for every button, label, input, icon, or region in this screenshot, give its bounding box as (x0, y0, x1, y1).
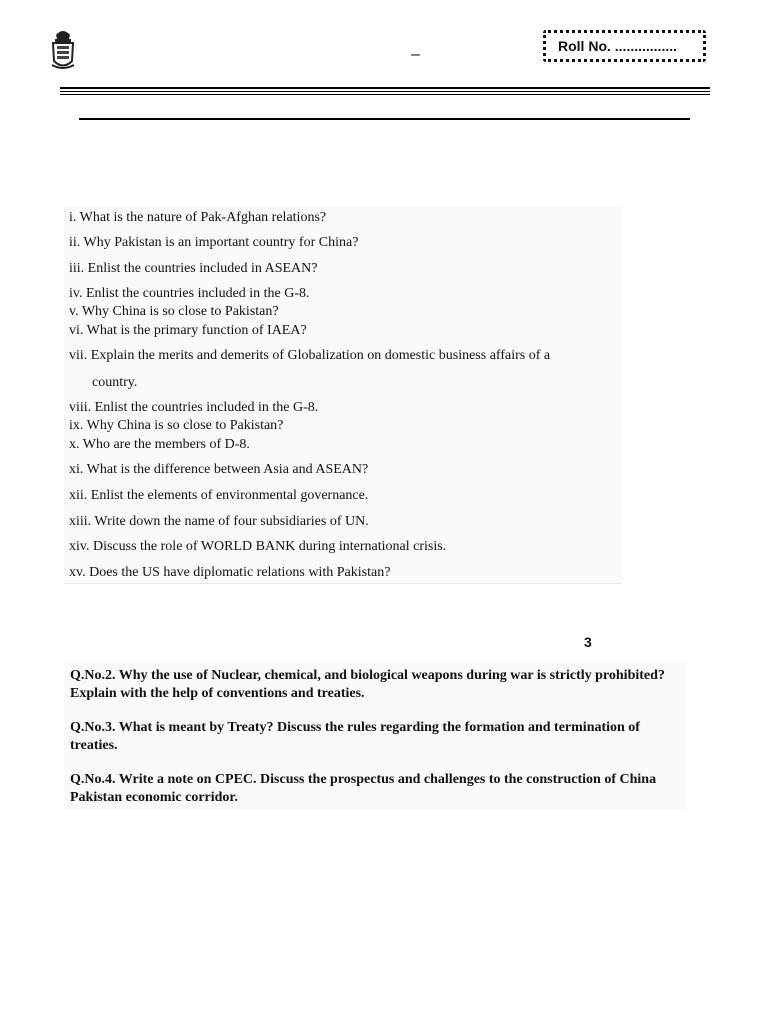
short-question: xiv. Discuss the role of WORLD BANK during international crisis. (69, 539, 447, 554)
header-rule (60, 94, 710, 95)
short-question: i. What is the nature of Pak-Afghan relations? (69, 210, 327, 225)
short-question: vi. What is the primary function of IAEA? (69, 323, 307, 338)
short-question: ii. Why Pakistan is an important country for China? (69, 235, 359, 250)
section-divider (79, 118, 690, 120)
short-question: xiii. Write down the name of four subsidiaries of UN. (69, 514, 369, 529)
short-question: xv. Does the US have diplomatic relations with Pakistan? (69, 565, 391, 580)
long-question: Q.No.3. What is meant by Treaty? Discuss the rules regarding the formation and termination of treaties. (70, 720, 640, 753)
long-question: Q.No.4. Write a note on CPEC. Discuss the prospectus and challenges to the construction of China Pakistan economic corridor. (70, 772, 657, 805)
university-crest-icon (50, 27, 76, 71)
section-marks: 3 (584, 634, 592, 650)
short-question: ix. Why China is so close to Pakistan? (69, 418, 284, 433)
short-question: x. Who are the members of D-8. (69, 437, 250, 452)
short-question: iii. Enlist the countries included in ASEAN? (69, 261, 318, 276)
short-question: v. Why China is so close to Pakistan? (69, 304, 279, 319)
header-rule (60, 91, 710, 92)
short-question: xi. What is the difference between Asia and ASEAN? (69, 462, 369, 477)
header-rule (60, 87, 710, 89)
short-question: iv. Enlist the countries included in the G-8. (69, 286, 310, 301)
short-question-continuation: country. (92, 375, 138, 390)
header-dash: – (411, 46, 420, 63)
short-question: xii. Enlist the elements of environmental governance. (69, 488, 369, 503)
roll-number-label: Roll No. ................ (558, 38, 678, 54)
short-question: viii. Enlist the countries included in the G-8. (69, 400, 319, 415)
long-question: Q.No.2. Why the use of Nuclear, chemical, and biological weapons during war is strictly prohibited? Explain with the help of conventions and treaties. (70, 668, 665, 701)
short-question: vii. Explain the merits and demerits of Globalization on domestic business affairs of a (69, 348, 551, 363)
roll-number-box (543, 30, 706, 62)
